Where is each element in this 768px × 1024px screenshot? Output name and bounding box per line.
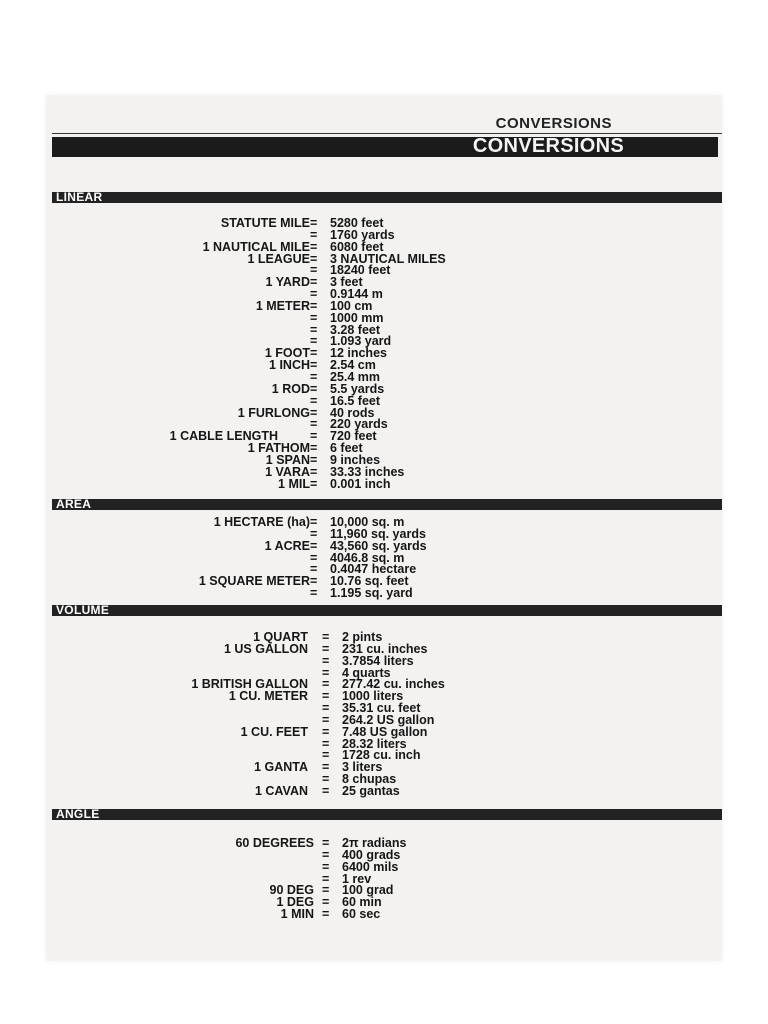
equals-sign: =	[322, 895, 330, 910]
section-label-area: AREA	[56, 497, 92, 511]
unit-value: 2π radians	[342, 836, 407, 850]
conversion-row	[52, 288, 722, 300]
conversion-table-linear	[52, 217, 722, 489]
equals-sign: =	[310, 526, 318, 541]
conversion-row	[52, 785, 722, 797]
unit-label: 1 ACRE	[264, 538, 310, 553]
equals-sign: =	[310, 346, 318, 361]
equals-sign: =	[322, 641, 330, 656]
equals-sign: =	[322, 724, 330, 739]
conversion-row	[52, 726, 722, 738]
unit-value: 3 liters	[342, 760, 383, 775]
equals-sign: =	[322, 736, 330, 751]
conversion-row	[52, 466, 722, 478]
conversion-row	[52, 528, 722, 540]
unit-value: 60 sec	[342, 907, 381, 922]
equals-sign: =	[310, 358, 318, 373]
conversion-row	[52, 749, 722, 761]
equals-sign: =	[322, 859, 330, 874]
unit-label: 1 SQUARE METER	[198, 574, 310, 589]
conversion-row	[52, 312, 722, 324]
equals-sign: =	[310, 538, 318, 553]
unit-label: 1 GANTA	[254, 760, 308, 775]
section-bar	[52, 499, 722, 510]
equals-sign: =	[322, 883, 330, 898]
conversion-table-volume	[52, 631, 722, 797]
unit-value: 277.42 cu. inches	[342, 677, 445, 692]
unit-value: 0.001 inch	[330, 476, 391, 491]
equals-sign: =	[310, 310, 318, 325]
conversion-row	[52, 908, 722, 920]
unit-value: 8 chupas	[342, 772, 397, 787]
unit-label: 1 HECTARE (ha)	[213, 515, 310, 529]
unit-value: 400 grads	[342, 847, 401, 862]
unit-value: 25 gantas	[342, 783, 400, 798]
unit-label: 60 DEGREES	[235, 836, 314, 850]
unit-value: 1000 liters	[342, 689, 404, 704]
unit-value: 28.32 liters	[342, 736, 407, 751]
unit-label: 1 ROD	[271, 381, 310, 396]
unit-label: 1 QUART	[253, 630, 308, 644]
equals-sign: =	[310, 275, 318, 290]
equals-sign: =	[322, 712, 330, 727]
equals-sign: =	[310, 452, 318, 467]
unit-label: 1 METER	[255, 298, 310, 313]
conversion-row	[52, 335, 722, 347]
unit-value: 5280 feet	[330, 216, 384, 230]
page-header	[46, 95, 722, 165]
equals-sign: =	[322, 871, 330, 886]
unit-value: 7.48 US gallon	[342, 724, 428, 739]
conversion-row	[52, 418, 722, 430]
unit-value: 264.2 US gallon	[342, 712, 435, 727]
conversion-row	[52, 643, 722, 655]
equals-sign: =	[310, 393, 318, 408]
section-area	[52, 499, 722, 599]
conversion-row	[52, 896, 722, 908]
equals-sign: =	[310, 263, 318, 278]
conversion-row	[52, 861, 722, 873]
conversion-row	[52, 347, 722, 359]
unit-value: 3 NAUTICAL MILES	[330, 251, 446, 266]
conversion-table-area	[52, 516, 722, 599]
unit-label: 1 FATHOM	[247, 441, 310, 456]
section-bar	[52, 192, 722, 203]
equals-sign: =	[310, 227, 318, 242]
conversion-row	[52, 849, 722, 861]
equals-sign: =	[310, 334, 318, 349]
unit-value: 1000 mm	[330, 310, 384, 325]
conversion-row	[52, 383, 722, 395]
unit-label: 1 INCH	[269, 358, 310, 373]
equals-sign: =	[322, 665, 330, 680]
equals-sign: =	[322, 748, 330, 763]
equals-sign: =	[310, 550, 318, 565]
equals-sign: =	[322, 772, 330, 787]
unit-value: 10,000 sq. m	[330, 515, 405, 529]
conversion-table-angle	[52, 837, 722, 920]
unit-label: 1 CU. METER	[228, 689, 308, 704]
unit-value: 0.4047 hectare	[330, 562, 417, 577]
header-rule	[52, 133, 722, 134]
conversion-row	[52, 884, 722, 896]
unit-value: 2 pints	[342, 630, 383, 644]
conversion-row	[52, 430, 722, 442]
unit-label: 1 US GALLON	[223, 641, 308, 656]
unit-label: 1 SPAN	[265, 452, 310, 467]
equals-sign: =	[322, 847, 330, 862]
unit-label: STATUTE MILE	[220, 216, 310, 230]
unit-value: 220 yards	[330, 417, 388, 432]
unit-value: 10.76 sq. feet	[330, 574, 409, 589]
conversion-row	[52, 371, 722, 383]
unit-label: 1 CABLE LENGTH	[169, 429, 278, 444]
equals-sign: =	[310, 369, 318, 384]
unit-label: 1 LEAGUE	[247, 251, 310, 266]
conversion-row	[52, 442, 722, 454]
unit-value: 3.28 feet	[330, 322, 381, 337]
unit-value: 9 inches	[330, 452, 381, 467]
equals-sign: =	[322, 630, 330, 644]
page-title: CONVERSIONS	[472, 135, 624, 157]
unit-label: 1 DEG	[276, 895, 314, 910]
conversion-row	[52, 540, 722, 552]
equals-sign: =	[310, 476, 318, 491]
conversion-row	[52, 587, 722, 599]
unit-value: 6400 mils	[342, 859, 399, 874]
unit-label: 1 MIN	[280, 907, 314, 922]
equals-sign: =	[310, 251, 318, 266]
unit-label: 1 VARA	[265, 464, 310, 479]
conversion-row	[52, 395, 722, 407]
equals-sign: =	[310, 417, 318, 432]
section-bar	[52, 809, 722, 820]
unit-label: 1 NAUTICAL MILE	[202, 239, 310, 254]
unit-value: 18240 feet	[330, 263, 391, 278]
unit-label: 1 FOOT	[264, 346, 310, 361]
equals-sign: =	[322, 653, 330, 668]
equals-sign: =	[322, 907, 330, 922]
conversion-row	[52, 276, 722, 288]
unit-value: 3 feet	[330, 275, 363, 290]
unit-value: 231 cu. inches	[342, 641, 428, 656]
unit-value: 25.4 mm	[330, 369, 381, 384]
unit-label: 1 CAVAN	[254, 783, 308, 798]
conversion-row	[52, 264, 722, 276]
unit-value: 35.31 cu. feet	[342, 701, 421, 716]
equals-sign: =	[322, 689, 330, 704]
unit-value: 60 min	[342, 895, 382, 910]
section-label-volume: VOLUME	[56, 603, 110, 617]
conversion-row	[52, 714, 722, 726]
unit-value: 11,960 sq. yards	[330, 526, 426, 541]
unit-value: 1 rev	[342, 871, 372, 886]
section-label-angle: ANGLE	[56, 807, 100, 821]
equals-sign: =	[310, 287, 318, 302]
unit-label: 1 YARD	[265, 275, 310, 290]
equals-sign: =	[310, 298, 318, 313]
equals-sign: =	[310, 322, 318, 337]
equals-sign: =	[310, 405, 318, 420]
equals-sign: =	[310, 574, 318, 589]
unit-value: 100 grad	[342, 883, 394, 898]
section-linear	[52, 192, 722, 489]
section-angle	[52, 809, 722, 920]
unit-value: 4 quarts	[342, 665, 391, 680]
unit-label: 1 CU. FEET	[240, 724, 308, 739]
equals-sign: =	[310, 441, 318, 456]
equals-sign: =	[310, 381, 318, 396]
unit-value: 4046.8 sq. m	[330, 550, 405, 565]
conversion-row	[52, 655, 722, 667]
conversion-row	[52, 241, 722, 253]
unit-value: 720 feet	[330, 429, 377, 444]
unit-value: 6 feet	[330, 441, 363, 456]
equals-sign: =	[322, 701, 330, 716]
conversion-sheet	[46, 95, 722, 961]
unit-value: 2.54 cm	[330, 358, 376, 373]
running-title: CONVERSIONS	[495, 115, 612, 132]
unit-label: 90 DEG	[269, 883, 314, 898]
unit-value: 1.195 sq. yard	[330, 586, 413, 601]
unit-value: 40 rods	[330, 405, 375, 420]
conversion-row	[52, 359, 722, 371]
unit-value: 0.9144 m	[330, 287, 383, 302]
unit-label: 1 BRITISH GALLON	[191, 677, 308, 692]
unit-value: 1728 cu. inch	[342, 748, 421, 763]
conversion-row	[52, 229, 722, 241]
section-label-linear: LINEAR	[56, 190, 103, 204]
equals-sign: =	[310, 586, 318, 601]
unit-value: 43,560 sq. yards	[330, 538, 427, 553]
unit-value: 1760 yards	[330, 227, 395, 242]
equals-sign: =	[310, 216, 318, 230]
unit-label: 1 MIL	[278, 476, 310, 491]
conversion-row	[52, 478, 722, 490]
equals-sign: =	[322, 760, 330, 775]
equals-sign: =	[322, 836, 330, 850]
equals-sign: =	[322, 783, 330, 798]
unit-value: 16.5 feet	[330, 393, 381, 408]
unit-value: 12 inches	[330, 346, 387, 361]
unit-value: 5.5 yards	[330, 381, 385, 396]
equals-sign: =	[310, 239, 318, 254]
equals-sign: =	[310, 464, 318, 479]
unit-value: 6080 feet	[330, 239, 384, 254]
equals-sign: =	[310, 515, 318, 529]
unit-value: 33.33 inches	[330, 464, 405, 479]
unit-value: 1.093 yard	[330, 334, 392, 349]
conversion-row	[52, 454, 722, 466]
section-volume	[52, 605, 722, 797]
conversion-row	[52, 300, 722, 312]
unit-label: 1 FURLONG	[237, 405, 310, 420]
equals-sign: =	[310, 429, 318, 444]
unit-value: 3.7854 liters	[342, 653, 414, 668]
equals-sign: =	[322, 677, 330, 692]
unit-value: 100 cm	[330, 298, 373, 313]
section-bar	[52, 605, 722, 616]
equals-sign: =	[310, 562, 318, 577]
